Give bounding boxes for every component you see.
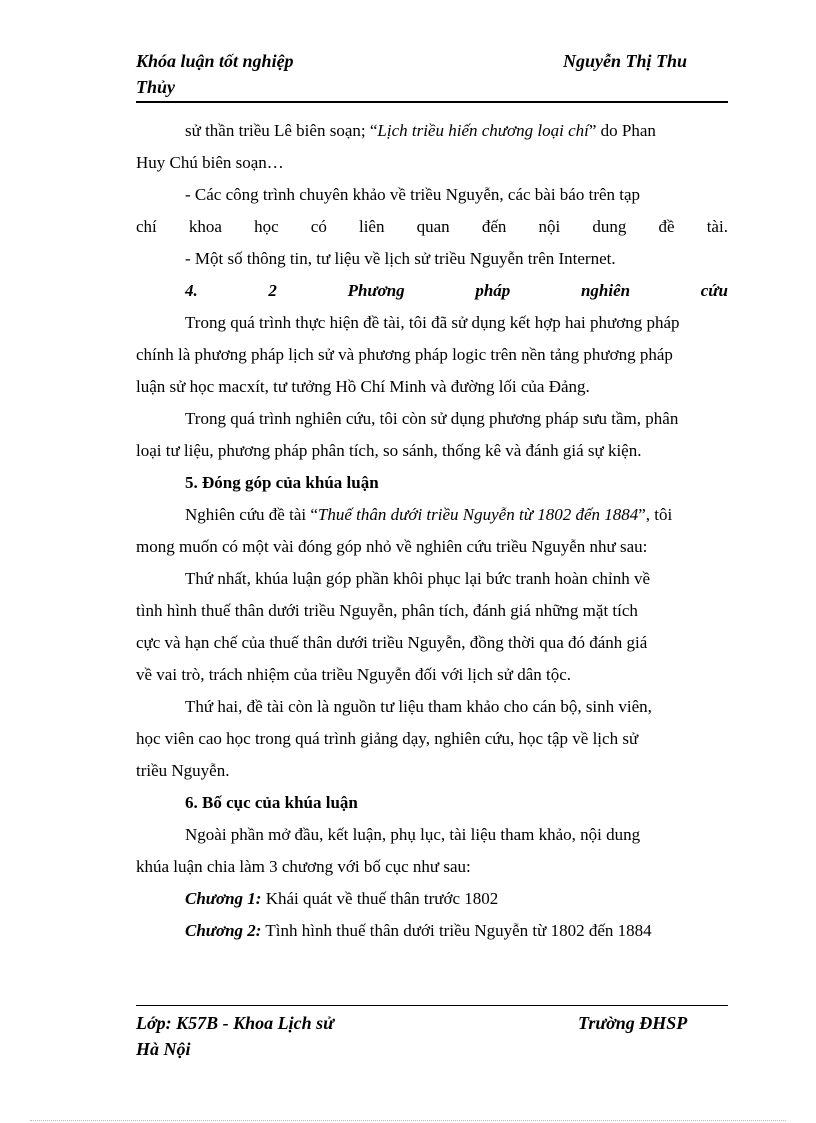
paragraph-line: triều Nguyễn.	[136, 761, 230, 780]
paragraph-line: Trong quá trình thực hiện đề tài, tôi đã sử dụng kết hợp hai phương pháp	[185, 313, 680, 332]
footer-class: Lớp: K57B - Khoa Lịch sử	[136, 1013, 334, 1033]
body-text	[136, 115, 728, 947]
bullet-line: - Một số thông tin, tư liệu về lịch sử triều Nguyễn trên Internet.	[185, 249, 616, 268]
footer-school-continued: Hà Nội	[136, 1039, 191, 1059]
header-author: Nguyễn Thị Thu	[563, 51, 688, 71]
paragraph-line: - Các công trình chuyên khảo về triều Nguyễn, các bài báo trên tạp	[185, 185, 641, 204]
paragraph-line: loại tư liệu, phương pháp phân tích, so sánh, thống kê và đánh giá sự kiện.	[136, 441, 642, 460]
paragraph-line: khúa luận chia làm 3 chương với bố cục như sau:	[136, 857, 471, 876]
paragraph-line: Trong quá trình nghiên cứu, tôi còn sử dụng phương pháp sưu tầm, phân	[185, 409, 679, 428]
paragraph-line: Thứ nhất, khúa luận góp phần khôi phục lại bức tranh hoàn chỉnh về	[185, 569, 651, 588]
justified-line: chí khoa học có liên quan đến nội dung đề tài.	[136, 217, 728, 236]
paragraph-line: chính là phương pháp lịch sử và phương pháp logic trên nền tảng phương pháp	[136, 345, 673, 364]
paragraph-line: Huy Chú biên soạn…	[136, 153, 284, 172]
section-heading-4: 4. 2 Phương pháp nghiên cứu	[185, 281, 728, 300]
paragraph-line: Ngoài phần mở đầu, kết luận, phụ lục, tài liệu tham khảo, nội dung	[185, 825, 641, 844]
paragraph-line: mong muốn có một vài đóng góp nhỏ về nghiên cứu triều Nguyễn như sau:	[136, 537, 648, 556]
paragraph-line: sử thần triều Lê biên soạn; “Lịch triều hiến chương loại chí” do Phan	[185, 121, 656, 140]
chapter-2-line: Chương 2: Tình hình thuế thân dưới triều Nguyễn từ 1802 đến 1884	[185, 921, 652, 940]
footer-school: Trường ĐHSP	[578, 1013, 688, 1033]
paragraph-line: về vai trò, trách nhiệm của triều Nguyễn đối với lịch sử dân tộc.	[136, 665, 572, 684]
paragraph-line: luận sử học macxít, tư tưởng Hồ Chí Minh và đường lối của Đảng.	[136, 377, 590, 396]
header-title: Khóa luận tốt nghiệp	[136, 51, 294, 71]
page-edge-divider	[30, 1120, 786, 1121]
paragraph-line: cực và hạn chế của thuế thân dưới triều Nguyễn, đồng thời qua đó đánh giá	[136, 633, 648, 652]
chapter-1-line: Chương 1: Khái quát về thuế thân trước 1802	[185, 889, 499, 908]
paragraph-line: Thứ hai, đề tài còn là nguồn tư liệu tham khảo cho cán bộ, sinh viên,	[185, 697, 652, 716]
paragraph-line: học viên cao học trong quá trình giảng dạy, nghiên cứu, học tập về lịch sử	[136, 729, 639, 748]
paragraph-line: Nghiên cứu đề tài “Thuế thân dưới triều Nguyễn từ 1802 đến 1884”, tôi	[185, 505, 673, 524]
header-author-continued: Thủy	[136, 77, 176, 97]
paragraph-line: tình hình thuế thân dưới triều Nguyễn, phân tích, đánh giá những mặt tích	[136, 601, 638, 620]
section-heading-6: 6. Bố cục của khúa luận	[185, 793, 358, 812]
header-rule	[136, 101, 728, 103]
footer-rule	[136, 1005, 728, 1006]
section-heading-5: 5. Đóng góp của khúa luận	[185, 473, 379, 492]
